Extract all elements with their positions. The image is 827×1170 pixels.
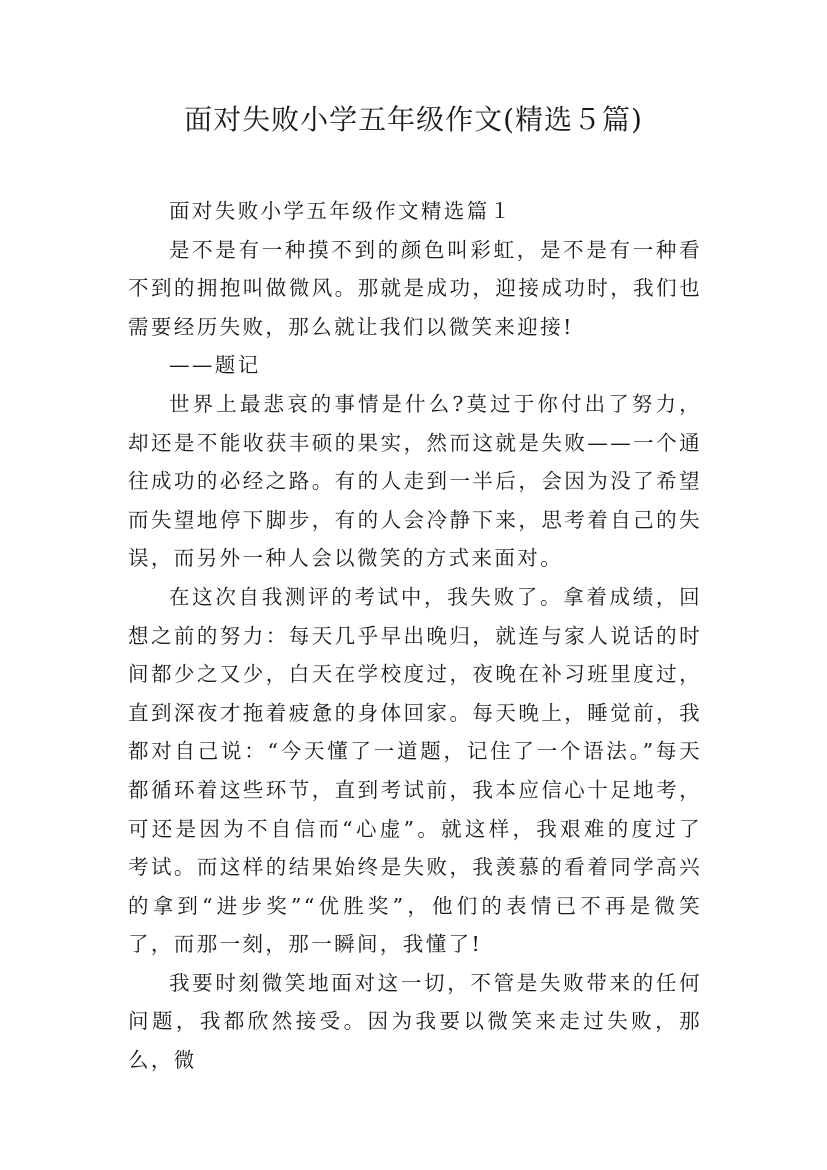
paragraph: 是不是有一种摸不到的颜色叫彩虹，是不是有一种看不到的拥抱叫做微风。那就是成功，迎接成功时，我们也需要经历失败，那么就让我们以微笑来迎接!: [128, 237, 702, 339]
section-heading: 面对失败小学五年级作文精选篇１: [169, 199, 513, 223]
document-title: 面对失败小学五年级作文(精选５篇): [184, 103, 643, 136]
document-body: [128, 192, 702, 1080]
paragraph: 在这次自我测评的考试中，我失败了。拿着成绩，回想之前的努力：每天几乎早出晚归，就连与家人说话的时间都少之又少，白天在学校度过，夜晚在补习班里度过，直到深夜才拖着疲惫的身体回家。每天晚上，睡觉前，我都对自己说：“今天懂了一道题，记住了一个语法。”每天都循环着这些环节，直到考试前，我本应信心十足地考，可还是因为不自信而“心虚”。就这样，我艰难的度过了考试。而这样的结果始终是失败，我羡慕的看着同学高兴的拿到“进步奖”“优胜奖”，他们的表情已不再是微笑了，而那一刻，那一瞬间，我懂了!: [128, 584, 702, 957]
paragraph: 我要时刻微笑地面对这一切，不管是失败带来的任何问题，我都欣然接受。因为我要以微笑来走过失败，那么，微: [128, 970, 702, 1073]
epigraph-attribution: ——题记: [169, 353, 261, 378]
paragraph: 世界上最悲哀的事情是什么?莫过于你付出了努力，却还是不能收获丰硕的果实，然而这就是失败——一个通往成功的必经之路。有的人走到一半后，会因为没了希望而失望地停下脚步，有的人会冷静下来，思考着自己的失误，而另外一种人会以微笑的方式来面对。: [128, 391, 702, 571]
